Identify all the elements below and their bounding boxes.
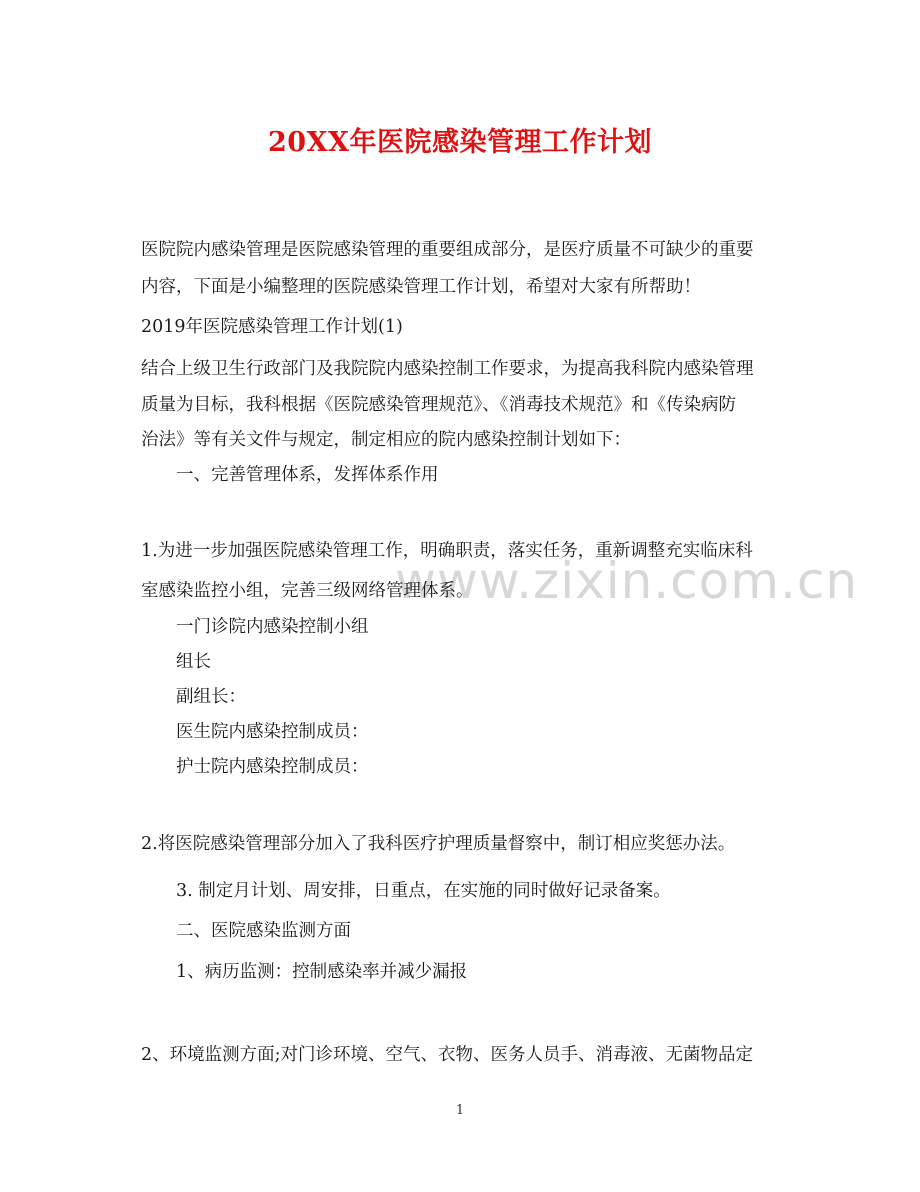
list-item: 一门诊院内感染控制小组 xyxy=(176,617,369,637)
paragraph-line: 内容，下面是小编整理的医院感染管理工作计划，希望对大家有所帮助！ xyxy=(141,277,701,297)
section-heading: 二、医院感染监测方面 xyxy=(176,921,351,941)
paragraph-line: 1、病历监测：控制感染率并减少漏报 xyxy=(176,962,468,982)
paragraph-line: 室感染监控小组，完善三级网络管理体系。 xyxy=(141,581,474,601)
list-item: 副组长： xyxy=(176,687,246,707)
paragraph-line: 3. 制定月计划、周安排，日重点，在实施的同时做好记录备案。 xyxy=(176,881,671,901)
watermark: www.zixin.com.cn xyxy=(395,552,859,610)
paragraph-line: 质量为目标，我科根据《医院感染管理规范》、《消毒技术规范》和《传染病防 xyxy=(141,395,736,415)
list-item: 护士院内感染控制成员： xyxy=(176,757,369,777)
paragraph-line: 结合上级卫生行政部门及我院院内感染控制工作要求，为提高我科院内感染管理 xyxy=(141,359,754,379)
paragraph-line: 1.为进一步加强医院感染管理工作，明确职责，落实任务，重新调整充实临床科 xyxy=(141,541,753,561)
list-item: 医生院内感染控制成员： xyxy=(176,722,369,742)
section-heading: 2019年医院感染管理工作计划(1) xyxy=(141,317,403,337)
document-title: 20XX年医院感染管理工作计划 xyxy=(268,127,652,158)
section-heading: 一、完善管理体系，发挥体系作用 xyxy=(176,465,439,485)
paragraph-line: 治法》等有关文件与规定，制定相应的院内感染控制计划如下： xyxy=(141,430,631,450)
paragraph-line: 2.将医院感染管理部分加入了我科医疗护理质量督察中，制订相应奖惩办法。 xyxy=(141,834,736,854)
paragraph-line: 医院院内感染管理是医院感染管理的重要组成部分，是医疗质量不可缺少的重要 xyxy=(141,240,754,260)
list-item: 组长 xyxy=(176,652,211,672)
page-number: 1 xyxy=(455,1103,465,1118)
paragraph-line: 2、环境监测方面;对门诊环境、空气、衣物、医务人员手、消毒液、无菌物品定 xyxy=(141,1045,754,1065)
